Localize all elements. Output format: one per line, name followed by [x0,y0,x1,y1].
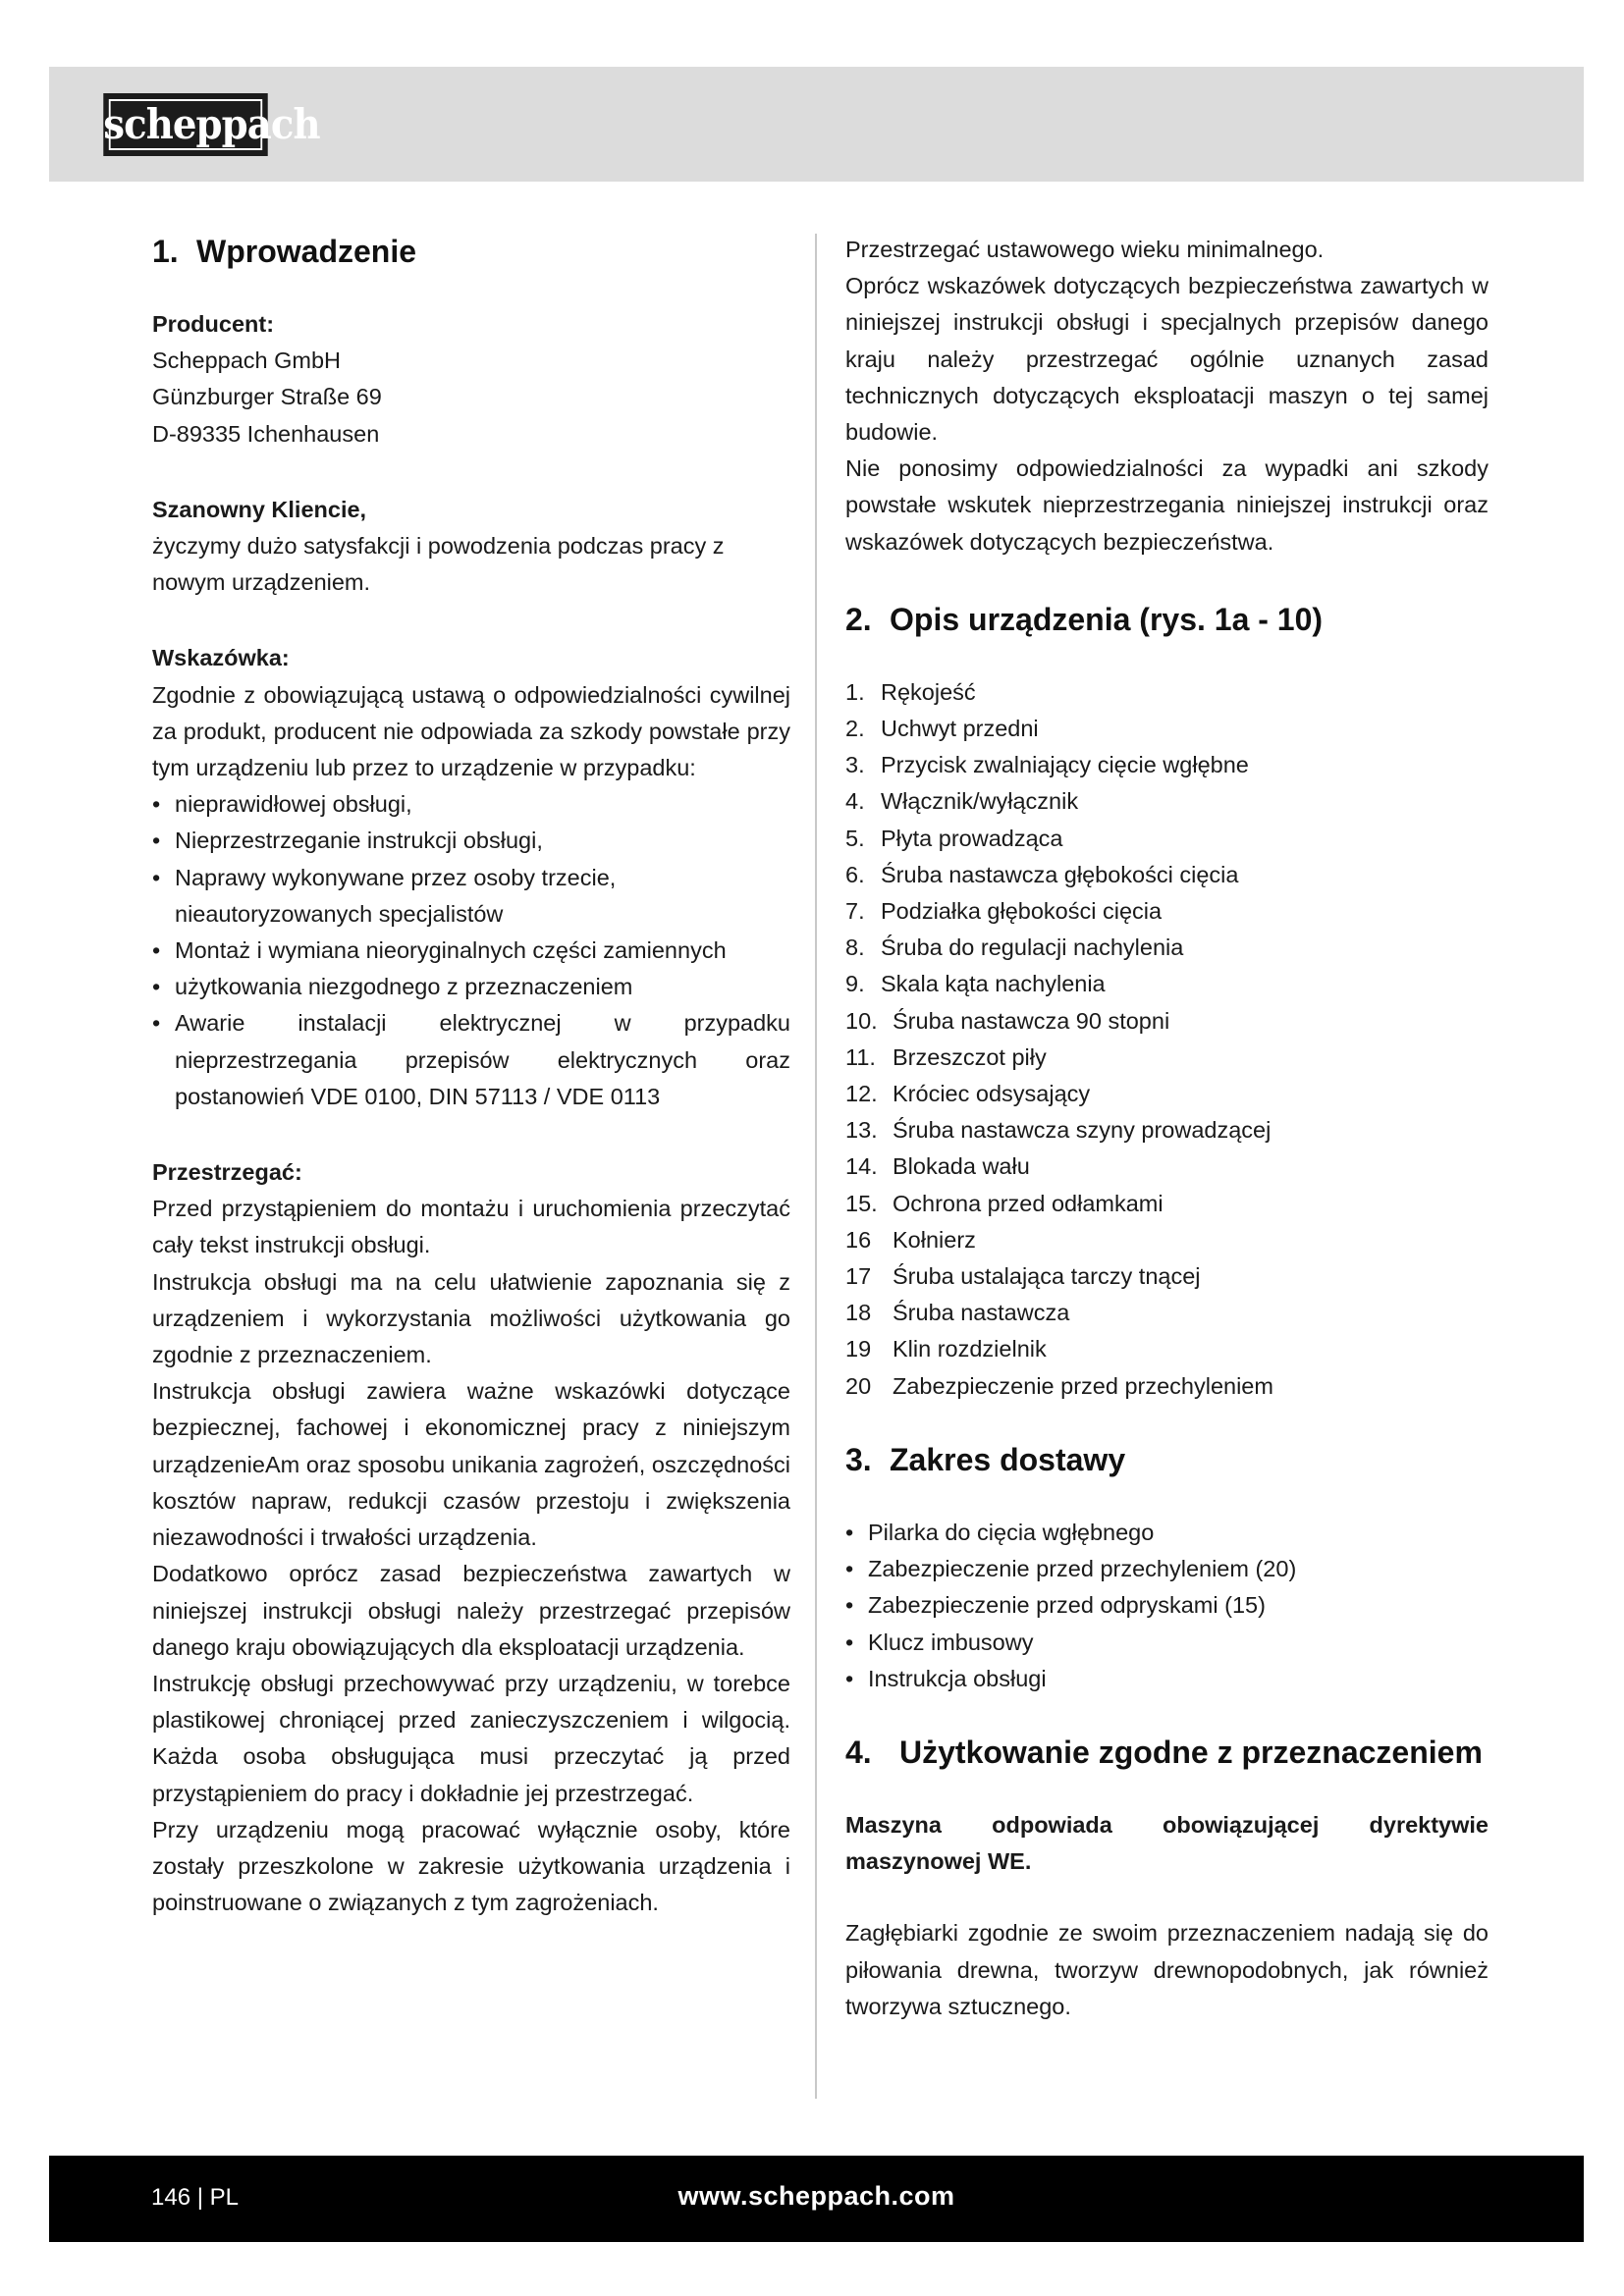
list-item: • Klucz imbusowy [845,1625,1489,1661]
section-3-heading [845,1440,1489,1479]
list-item: 11. Brzeszczot piły [845,1043,1047,1070]
list-item: 3. Przycisk zwalniający cięcie wgłębne [845,752,1249,778]
list-item: 7. Podziałka głębokości cięcia [845,898,1163,925]
dear-customer-text: życzymy dużo satysfakcji i powodzenia podczas pracy z nowym urządzeniem. [152,533,725,596]
observe-paragraph: Instrukcja obsługi ma na celu ułatwienie zapoznania się z urządzeniem i wykorzystania możliwości użytkowania go zgodnie z przeznaczeniem. [152,1268,790,1368]
section-1-heading [152,232,790,271]
section-title: Użytkowanie zgodne z przeznaczeniem [899,1734,1483,1770]
scheppach-logo: scheppach [103,93,267,156]
parts-list [845,674,1489,1405]
producer-line: Scheppach GmbH [152,347,342,374]
section-title: Zakres dostawy [890,1441,1126,1477]
intro-paragraph: Nie ponosimy odpowiedzialności za wypadki ani szkody powstałe wskutek nieprzestrzegania niniejszej instrukcji oraz wskazówek dotyczących bezpieczeństwa. [845,455,1489,555]
list-item: • użytkowania niezgodnego z przeznaczeniem [152,969,790,1005]
observe-paragraph: Instrukcja obsługi zawiera ważne wskazówki dotyczące bezpiecznej, fachowej i ekonomicznej pracy z niniejszym urządzenieAm oraz sposobu unikania zagrożeń, oszczędności kosztów napraw, redukcji czasów przestoju i zwiększenia niezawodności i trwałości urządzenia. [152,1378,790,1551]
liability-list [152,786,790,1115]
list-item: • Pilarka do cięcia wgłębnego [845,1515,1489,1551]
dear-customer-label: Szanowny Kliencie, [152,496,367,522]
section-title: Opis urządzenia (rys. 1a - 10) [890,601,1324,637]
list-item: 8. Śruba do regulacji nachylenia [845,934,1184,961]
list-item: 9. Skala kąta nachylenia [845,971,1106,997]
list-item: 6. Śruba nastawcza głębokości cięcia [845,861,1239,887]
section-number: 2. [845,601,872,637]
list-item: • Zabezpieczenie przed odpryskami (15) [845,1587,1489,1624]
producer-line: D-89335 Ichenhausen [152,420,380,447]
column-divider [815,234,817,2099]
header-bar [49,67,1584,182]
list-item: 1. Rękojeść [845,678,976,705]
list-item: 19 Klin rozdzielnik [845,1336,1047,1362]
observe-paragraph: Dodatkowo oprócz zasad bezpieczeństwa zawartych w niniejszej instrukcji obsługi należy przestrzegać przepisów danego kraju obowiązujących dla eksploatacji urządzenia. [152,1561,790,1660]
observe-paragraph: Przy urządzeniu mogą pracować wyłącznie osoby, które zostały przeszkolone w zakresie użytkowania urządzenia i poinstruowane o związanych z tym zagrożeniach. [152,1816,790,1916]
observe-paragraph: Instrukcję obsługi przechowywać przy urządzeniu, w torebce plastikowej chroniącej przed zanieczyszczeniem i wilgocią. Każda osoba obsługująca musi przeczytać ją przed przystąpieniem do pracy i dokładnie jej przestrzegać. [152,1670,790,1806]
list-item: • Nieprzestrzeganie instrukcji obsługi, [152,823,790,859]
list-item: 14. Blokada wału [845,1153,1030,1180]
delivery-list [845,1515,1489,1697]
intro-paragraph: Oprócz wskazówek dotyczących bezpieczeństwa zawartych w niniejszej instrukcji obsługi i specjalnych przepisów danego kraju należy przestrzegać ogólnie uznanych zasad technicznych dotyczących eksploatacji maszyn o tej samej budowie. [845,273,1489,446]
section-2-heading [845,600,1489,639]
list-item: 18 Śruba nastawcza [845,1300,1070,1326]
list-item: • Montaż i wymiana nieoryginalnych części zamiennych [152,933,790,969]
section-number: 1. [152,234,179,269]
list-item: 2. Uchwyt przedni [845,716,1039,742]
producer-line: Günzburger Straße 69 [152,384,382,410]
observe-paragraph: Przed przystąpieniem do montażu i uruchomienia przeczytać cały tekst instrukcji obsługi. [152,1196,790,1258]
intended-use-text: Zagłębiarki zgodnie ze swoim przeznaczeniem nadają się do piłowania drewna, tworzyw drewnopodobnych, jak również tworzywa sztucznego. [845,1920,1489,2019]
list-item: • nieprawidłowej obsługi, [152,786,790,823]
producer-label: Producent: [152,311,275,337]
website-url: www.scheppach.com [677,2181,955,2211]
list-item: 20 Zabezpieczenie przed przechyleniem [845,1372,1273,1399]
section-number: 3. [845,1441,872,1477]
list-item: • Awarie instalacji elektrycznej w przypadku nieprzestrzegania przepisów elektrycznych oraz postanowień VDE 0100, DIN 57113 / VDE 0113 [152,1005,790,1115]
observe-label: Przestrzegać: [152,1159,302,1186]
list-item: 12. Króciec odsysający [845,1081,1091,1107]
section-title: Wprowadzenie [196,234,417,269]
page-number: 146 | PL [151,2184,239,2211]
directive-text: Maszyna odpowiada obowiązującej dyrektywie maszynowej WE. [845,1811,1489,1875]
list-item: • Instrukcja obsługi [845,1661,1489,1697]
list-item: 17 Śruba ustalająca tarczy tnącej [845,1263,1201,1290]
footer-bar [49,2156,1584,2242]
intro-paragraph: Przestrzegać ustawowego wieku minimalnego. [845,237,1325,262]
section-number: 4. [845,1734,872,1770]
right-column [845,232,1489,2025]
list-item: 4. Włącznik/wyłącznik [845,788,1079,815]
list-item: 10. Śruba nastawcza 90 stopni [845,1007,1170,1034]
note-text: Zgodnie z obowiązującą ustawą o odpowiedzialności cywilnej za produkt, producent nie odpowiada za szkody powstałe przy tym urządzeniu lub przez to urządzenie w przypadku: [152,681,790,781]
list-item: 13. Śruba nastawcza szyny prowadzącej [845,1117,1272,1144]
list-item: 5. Płyta prowadząca [845,825,1063,851]
list-item: • Naprawy wykonywane przez osoby trzecie, nieautoryzowanych specjalistów [152,860,790,933]
list-item: 16 Kołnierz [845,1226,976,1253]
left-column [152,232,790,1921]
note-label: Wskazówka: [152,645,290,671]
section-4-heading [845,1733,1489,1772]
list-item: • Zabezpieczenie przed przechyleniem (20) [845,1551,1489,1587]
list-item: 15. Ochrona przed odłamkami [845,1190,1164,1216]
